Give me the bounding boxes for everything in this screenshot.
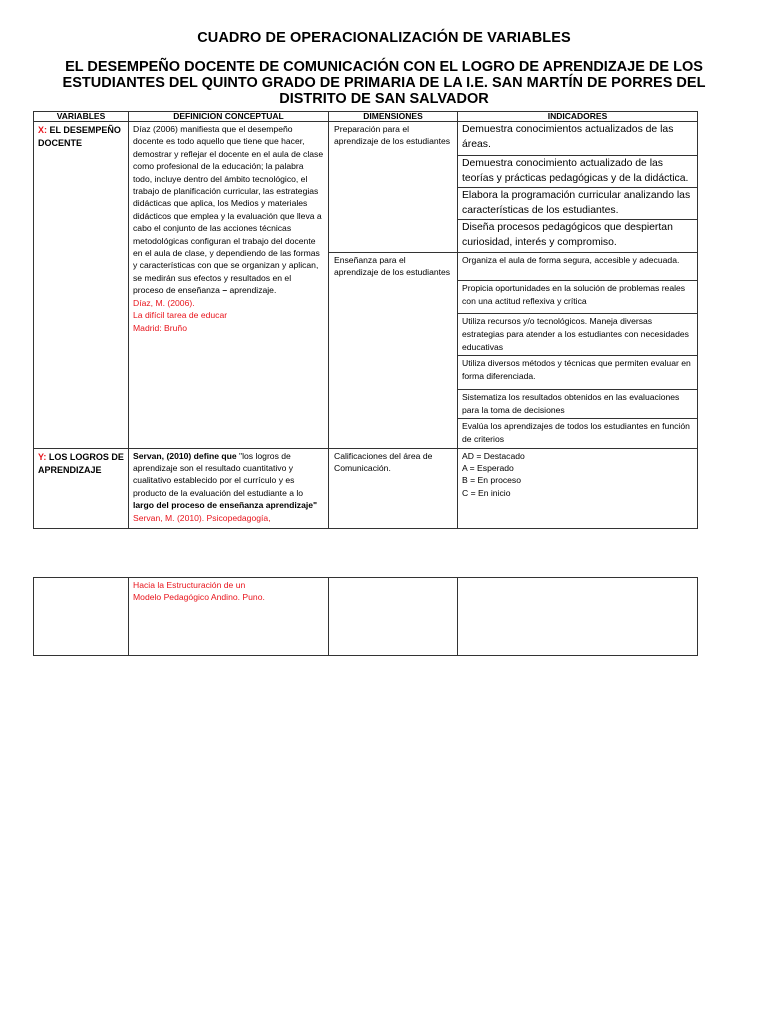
grade-item: C = En inicio xyxy=(462,487,511,498)
dimension-preparacion: Preparación para el aprendizaje de los estudiantes xyxy=(329,122,458,253)
reference-title: La difícil tarea de educar xyxy=(133,310,228,321)
table-row xyxy=(34,122,698,156)
variable-x-tag: X: xyxy=(38,125,47,135)
indicator-item: Propicia oportunidades en la solución de problemas reales con una actitud reflexiva y crítica xyxy=(458,280,698,313)
page-title: CUADRO DE OPERACIONALIZACIÓN DE VARIABLES xyxy=(197,30,571,46)
indicator-item: Diseña procesos pedagógicos que despiertan curiosidad, interés y compromiso. xyxy=(458,220,698,252)
definition-verb: define que xyxy=(193,450,237,461)
indicator-item: Elabora la programación curricular analizando las características de los estudiantes. xyxy=(458,188,698,220)
indicator-item: Utiliza diversos métodos y técnicas que permiten evaluar en forma diferenciada. xyxy=(458,355,698,389)
definition-text: Díaz (2006) manifiesta que el desempeño docente es todo aquello que tiene que hacer, demostrar y reflejar el docente en el aula de clase como profesional de la educación; la palabra todo, incluye dentro del ámbito tecnológico, el trabajo de planificación curricular, las estrategias didácticas que aplica, los Medios y materiales didácticos que emplea y la evaluación que lleva a cabo el conjunto de las acciones técnicas metodológicas configuran el trabajo del docente en el aula de clase, y dependiendo de las formas y características con que se organizan y aplican, se medirán sus efectos y resultados en el proceso de enseñanza xyxy=(133,124,324,296)
variable-y-cell xyxy=(34,448,129,528)
dimension-ensenanza: Enseñanza para el aprendizaje de los estudiantes xyxy=(329,252,458,448)
variable-y-tag: Y: xyxy=(38,451,47,462)
table-row xyxy=(34,448,698,528)
variable-y-name: LOS LOGROS DE APRENDIZAJE xyxy=(38,451,124,475)
research-title: EL DESEMPEÑO DOCENTE DE COMUNICACIÓN CON EL LOGRO DE APRENDIZAJE DE LOS ESTUDIANTES DEL QUINTO GRADO DE PRIMARIA DE LA I.E. SAN MARTÍN DE PORRES DEL DISTRITO DE SAN SALVADOR xyxy=(62,59,706,107)
header-variables: VARIABLES xyxy=(34,112,129,122)
grade-item: AD = Destacado xyxy=(462,450,525,461)
indicator-item: Demuestra conocimientos actualizados de las áreas. xyxy=(458,122,698,156)
definition-quote-start: "los logros de xyxy=(239,450,291,461)
grading-scale xyxy=(458,448,698,528)
grade-item: B = En proceso xyxy=(462,475,521,486)
variable-x-name: EL DESEMPEÑO DOCENTE xyxy=(38,125,121,148)
variable-x-cell xyxy=(34,122,129,449)
indicator-item: Evalúa los aprendizajes de todos los estudiantes en función de criterios xyxy=(458,418,698,448)
definition-dash: – xyxy=(222,285,228,296)
definition-text: aprendizaje son el resultado cuantitativo y cualitativo establecido por el currículo y es producto de la evaluación del estudiante a lo xyxy=(133,462,304,498)
variable-y-definition xyxy=(129,448,329,528)
table-row xyxy=(34,578,698,656)
operationalization-table xyxy=(33,111,698,529)
indicator-item: Organiza el aula de forma segura, accesible y adecuada. xyxy=(458,252,698,280)
header-indicadores: INDICADORES xyxy=(458,112,698,122)
indicator-item: Sistematiza los resultados obtenidos en las evaluaciones para la toma de decisiones xyxy=(458,389,698,418)
reference-author: Servan, M. (2010). Psicopedagogía, xyxy=(133,512,271,523)
header-row xyxy=(34,112,698,122)
variable-x-definition xyxy=(129,122,329,449)
grade-item: A = Esperado xyxy=(462,462,514,473)
indicator-item: Utiliza recursos y/o tecnológicos. Maneja diversas estrategias para atender a los estudiantes con necesidades educativas xyxy=(458,313,698,355)
header-definicion: DEFINICION CONCEPTUAL xyxy=(129,112,329,122)
empty-cell xyxy=(34,578,129,656)
empty-cell xyxy=(329,578,458,656)
reference-publisher: Madrid: Bruño xyxy=(133,322,187,333)
indicator-item: Demuestra conocimiento actualizado de las teorías y prácticas pedagógicas y de la didáctica. xyxy=(458,156,698,188)
definition-end: aprendizaje. xyxy=(229,285,277,296)
empty-cell xyxy=(458,578,698,656)
header-dimensiones: DIMENSIONES xyxy=(329,112,458,122)
reference-author: Díaz, M. (2006). xyxy=(133,297,195,308)
reference-line: Hacia la Estructuración de un xyxy=(133,580,246,590)
continuation-table xyxy=(33,577,698,656)
dimension-calificaciones: Calificaciones del área de Comunicación. xyxy=(329,448,458,528)
definition-quote-end: largo del proceso de enseñanza aprendizaje" xyxy=(133,500,318,511)
continued-reference xyxy=(129,578,329,656)
reference-line: Modelo Pedagógico Andino. Puno. xyxy=(133,592,265,603)
definition-author: Servan, (2010) xyxy=(133,450,192,461)
